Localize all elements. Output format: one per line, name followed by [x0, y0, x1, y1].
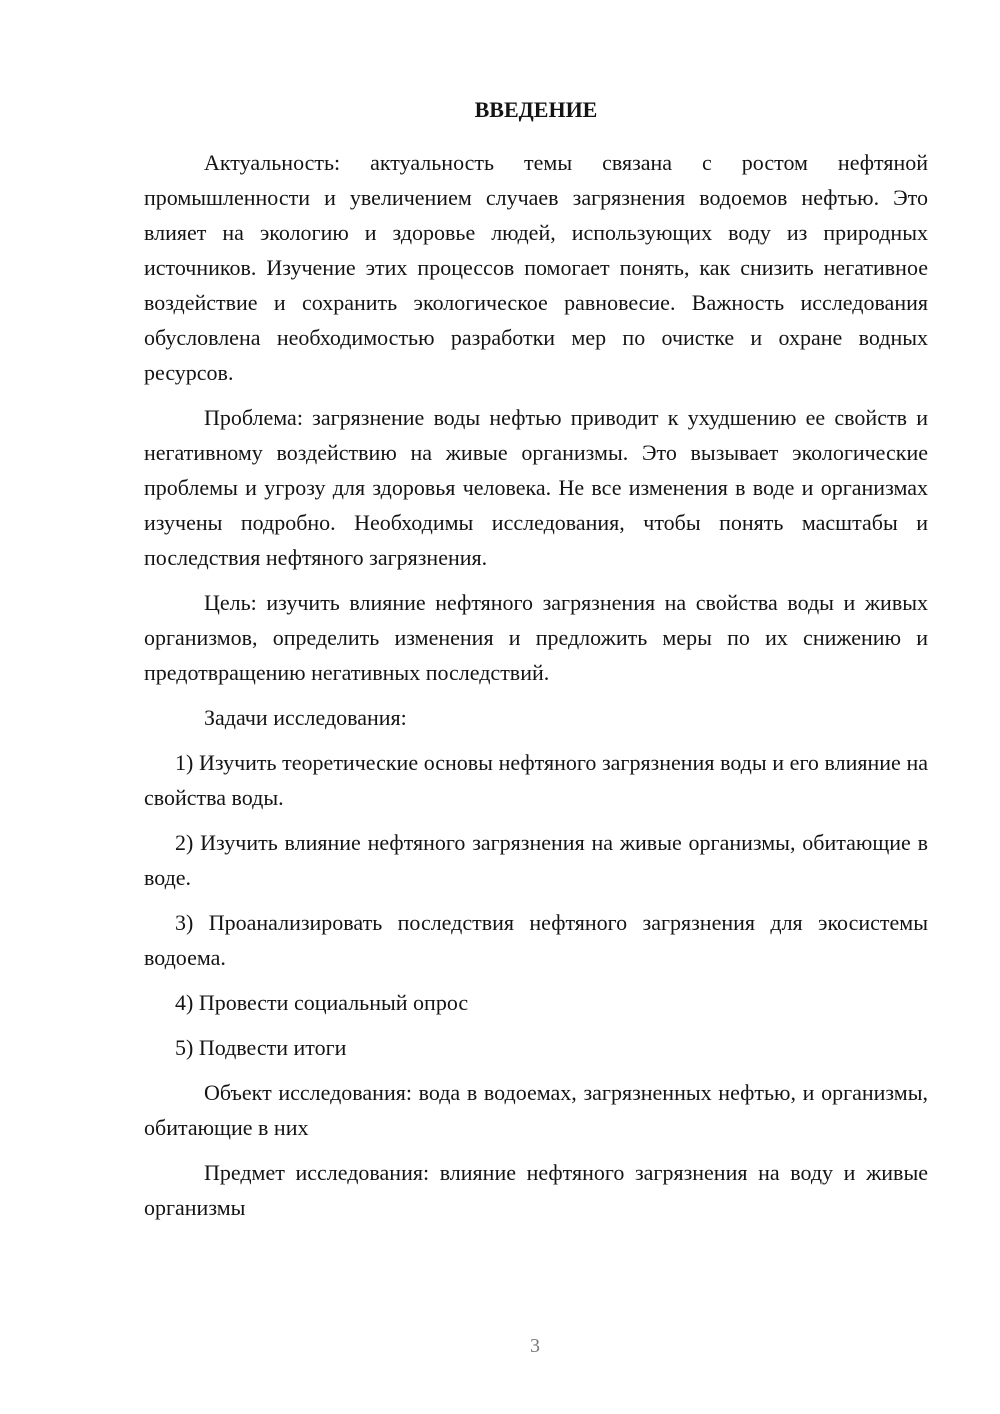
document-page — [144, 95, 928, 1235]
page-title: ВВЕДЕНИЕ — [474, 97, 598, 122]
subject-paragraph: Предмет исследования: влияние нефтяного загрязнения на воду и живые организмы — [144, 1160, 928, 1220]
tasks-list — [144, 745, 928, 1065]
task-item: 1) Изучить теоретические основы нефтяного загрязнения воды и его влияние на свойства воды. — [144, 750, 928, 810]
object-paragraph: Объект исследования: вода в водоемах, загрязненных нефтью, и организмы, обитающие в них — [144, 1080, 928, 1140]
tasks-heading: Задачи исследования: — [204, 705, 407, 730]
goal-paragraph: Цель: изучить влияние нефтяного загрязнения на свойства воды и живых организмов, определить изменения и предложить меры по их снижению и предотвращению негативных последствий. — [144, 590, 928, 685]
task-item: 2) Изучить влияние нефтяного загрязнения на живые организмы, обитающие в воде. — [144, 830, 928, 890]
relevance-paragraph: Актуальность: актуальность темы связана с ростом нефтяной промышленности и увеличением случаев загрязнения водоемов нефтью. Это влияет на экологию и здоровье людей, использующих воду из природных источников. Изучение этих процессов помогает понять, как снизить негативное воздействие и сохранить экологическое равновесие. Важность исследования обусловлена необходимостью разработки мер по очистке и охране водных ресурсов. — [144, 150, 928, 385]
task-item: 5) Подвести итоги — [175, 1035, 347, 1060]
problem-paragraph: Проблема: загрязнение воды нефтью приводит к ухудшению ее свойств и негативному воздействию на живые организмы. Это вызывает экологические проблемы и угрозу для здоровья человека. Не все изменения в воде и организмах изучены подробно. Необходимы исследования, чтобы понять масштабы и последствия нефтяного загрязнения. — [144, 405, 928, 570]
page-number: 3 — [530, 1335, 540, 1357]
task-item: 4) Провести социальный опрос — [175, 990, 469, 1015]
task-item: 3) Проанализировать последствия нефтяного загрязнения для экосистемы водоема. — [144, 910, 928, 970]
